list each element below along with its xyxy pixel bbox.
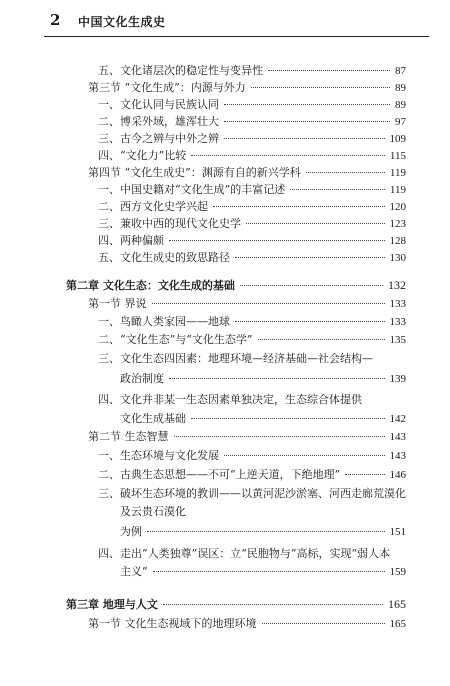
page-number: 2: [50, 11, 61, 29]
toc-entry-page: 139: [389, 373, 406, 385]
leader-dots: [213, 206, 385, 207]
leader-dots: [224, 455, 385, 456]
toc-entry-label: 主义”: [120, 565, 148, 578]
toc-entry: [98, 181, 406, 197]
toc-entry-label: 四、两种偏颇: [98, 234, 164, 247]
toc-entry: [98, 96, 406, 112]
toc-entry-line: 四、文化并非某一生态因素单独决定，生态综合体提供: [98, 393, 362, 406]
toc-entry-label: 文化生成基础: [120, 412, 186, 425]
leader-dots: [345, 474, 384, 475]
toc-entry-label: 第一节 文化生态视域下的地理环境: [88, 617, 257, 630]
toc-entry-label: 一、鸟瞰人类家园——地球: [98, 315, 230, 328]
toc-entry-label: 二、古典生态思想——不可“上逆天道，下绝地理”: [98, 468, 341, 481]
toc-entry-label: 二、博采外域，雄浑壮大: [98, 115, 219, 128]
toc-section: [88, 428, 406, 444]
toc-entry-page: 146: [389, 469, 406, 481]
leader-dots: [268, 70, 390, 71]
leader-dots: [306, 172, 385, 173]
toc-entry-label: 第三节 “文化生成”：内源与外力: [88, 81, 246, 94]
toc-section: [88, 164, 406, 180]
toc-entry-label: 第二节 生态智慧: [88, 430, 169, 443]
toc-entry-page: 87: [395, 65, 406, 77]
toc-entry-label: 一、生态环境与文化发展: [98, 449, 219, 462]
toc-entry-label: 第四节 “文化生成史”：渊源有自的新兴学科: [88, 166, 301, 179]
toc-entry-label: 政治制度: [120, 372, 164, 385]
toc-entry-line: 三、文化生态四因素：地理环境—经济基础—社会结构—: [98, 352, 373, 365]
toc-section: [88, 615, 406, 631]
toc-entry-page: 123: [389, 218, 406, 230]
toc-chapter: [66, 596, 406, 612]
leader-dots: [251, 87, 390, 88]
toc-entry-label: 二、西方文化史学兴起: [98, 200, 208, 213]
toc-entry: [120, 523, 406, 539]
toc-entry-page: 135: [389, 334, 406, 346]
toc-entry-page: 165: [388, 597, 406, 611]
toc-entry: [98, 215, 406, 231]
leader-dots: [169, 378, 385, 379]
toc-entry-page: 119: [389, 184, 406, 196]
toc-entry-label: 第一节 界说: [88, 297, 147, 310]
toc-entry-label: 五、文化生成史的致思路径: [98, 251, 230, 264]
toc-entry-page: 133: [389, 316, 406, 328]
leader-dots: [147, 531, 385, 532]
toc-entry-page: 142: [389, 413, 406, 425]
toc-entry-label: 一、中国史籍对“文化生成”的丰富记述: [98, 183, 286, 196]
toc-entry-page: 133: [389, 298, 406, 310]
toc-entry: [120, 370, 406, 386]
leader-dots: [191, 418, 385, 419]
leader-dots: [153, 571, 385, 572]
toc-entry: [98, 232, 406, 248]
toc-entry-page: 130: [389, 252, 406, 264]
toc-entry: [98, 62, 406, 78]
toc-entry: [98, 198, 406, 214]
toc-entry-label: 二、“文化生态”与“文化生态学”: [98, 333, 253, 346]
toc-entry-label: 三、兼收中西的现代文化史学: [98, 217, 241, 230]
toc-section: [88, 79, 406, 95]
toc-entry-line: 及云贵石漠化: [120, 505, 186, 518]
toc-entry-page: 128: [389, 235, 406, 247]
leader-dots: [224, 121, 390, 122]
toc-entry-page: 120: [389, 201, 406, 213]
running-title: 中国文化生成史: [78, 15, 166, 29]
leader-dots: [191, 155, 385, 156]
toc-entry-page: 132: [388, 278, 406, 292]
toc-entry-label: 一、文化认同与民族认同: [98, 98, 219, 111]
toc-entry-label: 三、古今之辨与中外之辨: [98, 132, 219, 145]
toc-section: [88, 295, 406, 311]
toc-entry: [98, 313, 406, 329]
leader-dots: [290, 189, 385, 190]
leader-dots: [258, 339, 385, 340]
toc-entry-page: 89: [395, 82, 406, 94]
leader-dots: [169, 240, 385, 241]
leader-dots: [152, 303, 385, 304]
toc-entry-label: 第二章 文化生态：文化生成的基础: [66, 279, 235, 292]
toc-entry: [120, 563, 406, 579]
toc-entry-page: 109: [389, 133, 406, 145]
leader-dots: [240, 285, 383, 286]
toc-entry-line: 四、走出“人类独尊”误区：立“民胞物与”高标，实现“弱人本: [98, 547, 391, 560]
toc-entry-page: 115: [389, 150, 406, 162]
toc-entry: [98, 130, 406, 146]
leader-dots: [163, 604, 383, 605]
leader-dots: [235, 257, 385, 258]
leader-dots: [246, 223, 385, 224]
toc-entry: [98, 447, 406, 463]
toc-entry-page: 89: [395, 99, 406, 111]
leader-dots: [224, 104, 390, 105]
toc-entry: [120, 410, 406, 426]
toc-entry-label: 为例: [120, 525, 142, 538]
toc-entry-label: 第三章 地理与人文: [66, 598, 158, 611]
toc-entry: [98, 113, 406, 129]
toc-entry-page: 143: [389, 450, 406, 462]
leader-dots: [224, 138, 385, 139]
toc-entry: [98, 249, 406, 265]
toc-entry: [98, 466, 406, 482]
leader-dots: [174, 436, 385, 437]
toc-entry: [98, 331, 406, 347]
toc-entry-label: 四、“文化力”比较: [98, 149, 187, 162]
toc-entry-label: 五、文化诸层次的稳定性与变异性: [98, 64, 263, 77]
toc-entry-page: 143: [389, 431, 406, 443]
leader-dots: [262, 623, 385, 624]
toc-entry-page: 119: [389, 167, 406, 179]
toc-chapter: [66, 277, 406, 293]
toc-entry-line: 三、破坏生态环境的教训——以黄河泥沙淤塞、河西走廊荒漠化: [98, 487, 406, 500]
leader-dots: [235, 321, 385, 322]
toc-entry-page: 97: [395, 116, 406, 128]
toc-entry: [98, 147, 406, 163]
toc-entry-page: 165: [389, 618, 406, 630]
toc-entry-page: 159: [389, 566, 406, 578]
toc-entry-page: 151: [389, 526, 406, 538]
